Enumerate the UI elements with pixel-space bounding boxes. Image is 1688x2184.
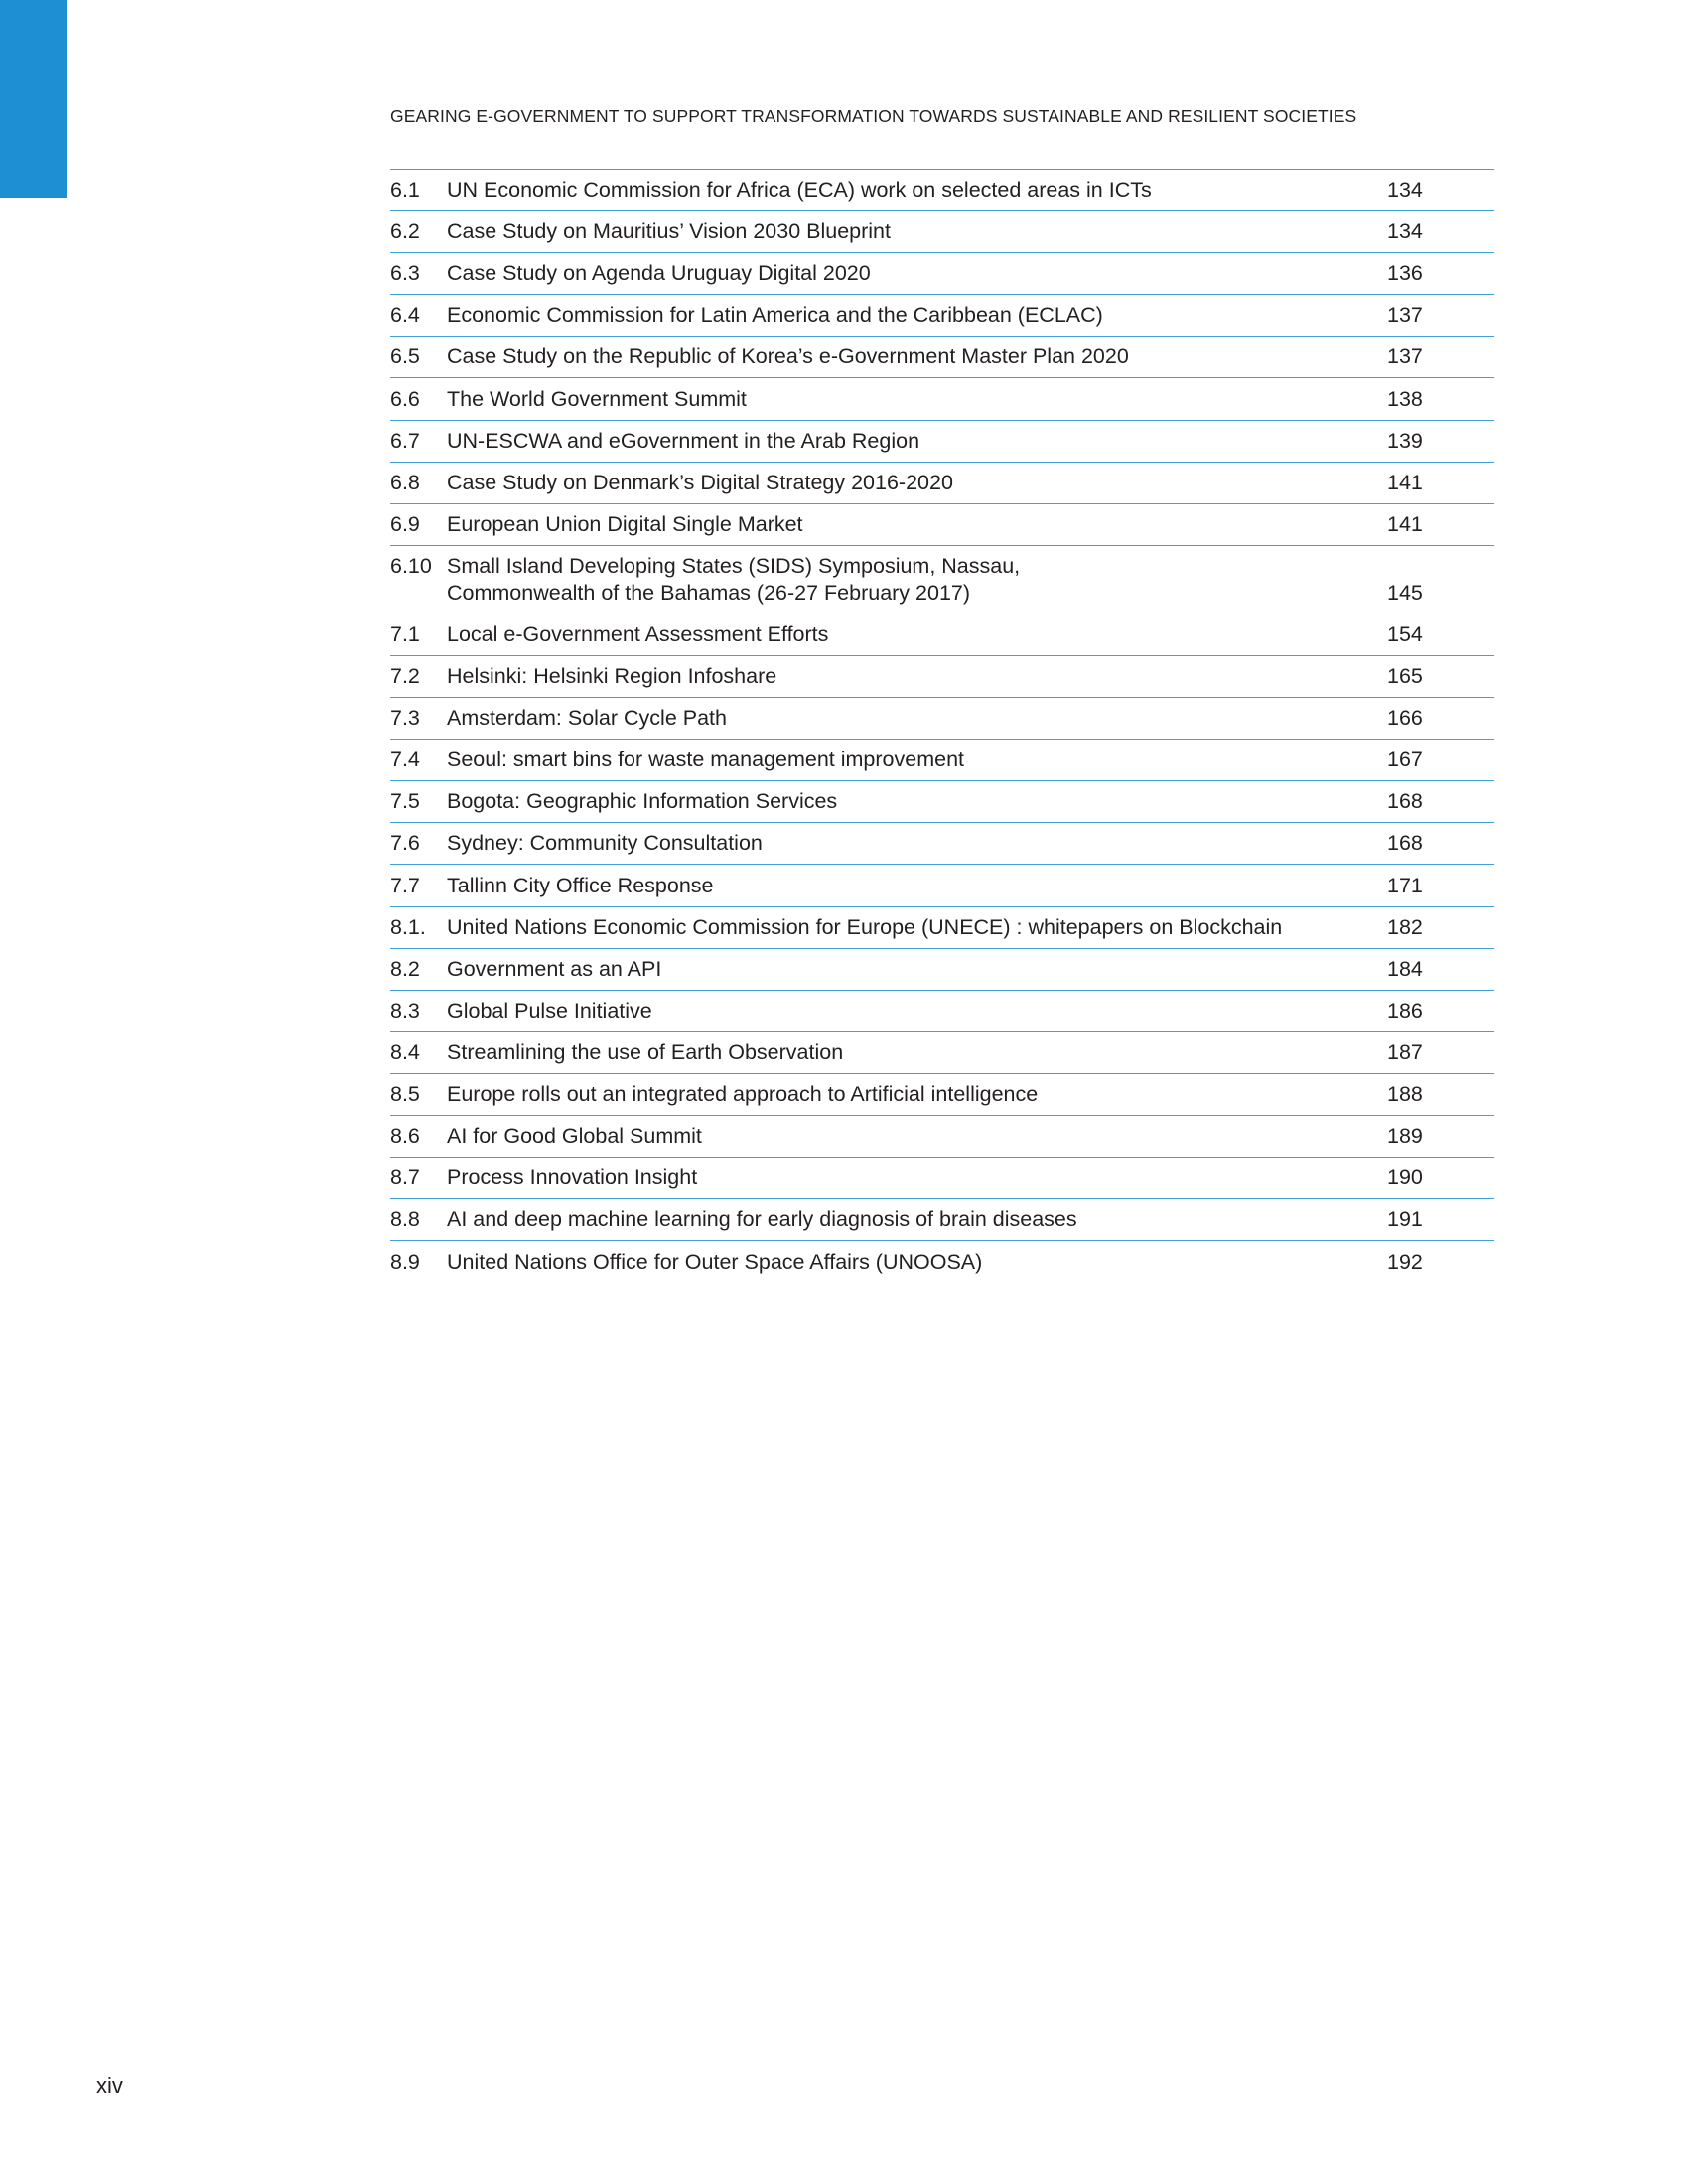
toc-row[interactable] <box>390 1032 1494 1074</box>
toc-row[interactable] <box>390 211 1494 253</box>
toc-row[interactable] <box>390 337 1494 378</box>
table-of-contents <box>390 169 1494 1283</box>
toc-page: 165 <box>1387 664 1423 689</box>
toc-page: 166 <box>1387 706 1423 731</box>
toc-page: 187 <box>1387 1039 1423 1064</box>
toc-number: 8.7 <box>390 1165 420 1190</box>
toc-title: UN-ESCWA and eGovernment in the Arab Region <box>447 428 920 453</box>
toc-title: Streamlining the use of Earth Observation <box>447 1039 844 1064</box>
toc-page: 134 <box>1387 219 1423 244</box>
toc-title: Amsterdam: Solar Cycle Path <box>447 706 727 731</box>
toc-page: 186 <box>1387 998 1423 1023</box>
toc-row[interactable] <box>390 1199 1494 1241</box>
toc-row[interactable] <box>390 823 1494 865</box>
toc-page: 141 <box>1387 511 1423 536</box>
toc-page: 145 <box>1387 580 1423 605</box>
toc-page: 168 <box>1387 789 1423 814</box>
toc-page: 139 <box>1387 428 1423 453</box>
chapter-color-tab <box>0 0 67 198</box>
toc-title: Process Innovation Insight <box>447 1165 698 1190</box>
toc-row[interactable] <box>390 546 1494 614</box>
toc-title: Case Study on the Republic of Korea’s e-Government Master Plan 2020 <box>447 344 1129 369</box>
toc-number: 8.4 <box>390 1039 420 1064</box>
toc-page: 134 <box>1387 178 1423 203</box>
toc-number: 8.2 <box>390 956 420 981</box>
toc-page: 182 <box>1387 914 1423 939</box>
toc-page: 168 <box>1387 831 1423 856</box>
toc-page: 136 <box>1387 261 1423 286</box>
toc-row[interactable] <box>390 865 1494 906</box>
toc-title: Case Study on Agenda Uruguay Digital 2020 <box>447 261 871 286</box>
toc-number: 8.6 <box>390 1124 420 1149</box>
toc-row[interactable] <box>390 740 1494 781</box>
toc-title: Global Pulse Initiative <box>447 998 652 1023</box>
toc-title: Seoul: smart bins for waste management improvement <box>447 748 965 772</box>
toc-row[interactable] <box>390 1241 1494 1283</box>
toc-number: 7.3 <box>390 706 420 731</box>
toc-title: United Nations Office for Outer Space Affairs (UNOOSA) <box>447 1250 983 1275</box>
toc-number: 6.1 <box>390 178 420 203</box>
toc-title: Bogota: Geographic Information Services <box>447 789 838 814</box>
toc-title: Sydney: Community Consultation <box>447 831 763 856</box>
running-header: GEARING E-GOVERNMENT TO SUPPORT TRANSFORMATION TOWARDS SUSTAINABLE AND RESILIENT SOCIETIES <box>390 106 1357 126</box>
toc-title: Tallinn City Office Response <box>447 873 714 897</box>
toc-number: 6.8 <box>390 470 420 494</box>
toc-title: Europe rolls out an integrated approach to Artificial intelligence <box>447 1081 1039 1106</box>
toc-row[interactable] <box>390 1116 1494 1158</box>
toc-number: 6.10 <box>390 553 432 578</box>
toc-number: 6.4 <box>390 303 420 328</box>
toc-number: 7.6 <box>390 831 420 856</box>
toc-page: 167 <box>1387 748 1423 772</box>
toc-row[interactable] <box>390 170 1494 211</box>
toc-row[interactable] <box>390 463 1494 504</box>
toc-row[interactable] <box>390 781 1494 823</box>
toc-number: 7.4 <box>390 748 420 772</box>
toc-row[interactable] <box>390 1074 1494 1116</box>
toc-number: 6.6 <box>390 386 420 411</box>
toc-number: 7.7 <box>390 873 420 897</box>
toc-row[interactable] <box>390 421 1494 463</box>
toc-number: 6.7 <box>390 428 420 453</box>
toc-number: 6.2 <box>390 219 420 244</box>
toc-row[interactable] <box>390 614 1494 656</box>
toc-row[interactable] <box>390 656 1494 698</box>
toc-title: Helsinki: Helsinki Region Infoshare <box>447 664 777 689</box>
toc-page: 141 <box>1387 470 1423 494</box>
toc-page: 192 <box>1387 1250 1423 1275</box>
toc-row[interactable] <box>390 907 1494 949</box>
toc-number: 8.5 <box>390 1081 420 1106</box>
toc-row[interactable] <box>390 698 1494 740</box>
toc-page: 137 <box>1387 344 1423 369</box>
toc-page: 191 <box>1387 1207 1423 1232</box>
toc-page: 190 <box>1387 1165 1423 1190</box>
toc-row[interactable] <box>390 253 1494 295</box>
toc-title: Case Study on Denmark’s Digital Strategy 2016-2020 <box>447 470 953 494</box>
toc-number: 7.2 <box>390 664 420 689</box>
toc-page: 137 <box>1387 303 1423 328</box>
toc-number: 6.3 <box>390 261 420 286</box>
toc-row[interactable] <box>390 1158 1494 1199</box>
toc-page: 188 <box>1387 1081 1423 1106</box>
toc-page: 171 <box>1387 873 1423 897</box>
toc-page: 184 <box>1387 956 1423 981</box>
toc-number: 6.9 <box>390 511 420 536</box>
toc-row[interactable] <box>390 378 1494 420</box>
toc-title: Economic Commission for Latin America and the Caribbean (ECLAC) <box>447 303 1103 328</box>
toc-row[interactable] <box>390 949 1494 991</box>
toc-number: 6.5 <box>390 344 420 369</box>
toc-number: 8.1. <box>390 914 426 939</box>
toc-title: UN Economic Commission for Africa (ECA) work on selected areas in ICTs <box>447 178 1152 203</box>
toc-title: Case Study on Mauritius’ Vision 2030 Blueprint <box>447 219 891 244</box>
toc-title: United Nations Economic Commission for Europe (UNECE) : whitepapers on Blockchain <box>447 914 1283 939</box>
toc-title: AI and deep machine learning for early diagnosis of brain diseases <box>447 1207 1077 1232</box>
toc-page: 189 <box>1387 1124 1423 1149</box>
toc-title: Small Island Developing States (SIDS) Symposium, Nassau, Commonwealth of the Bahamas (26-27 February 2017) <box>447 553 1021 605</box>
toc-row[interactable] <box>390 295 1494 337</box>
toc-number: 8.8 <box>390 1207 420 1232</box>
toc-title: The World Government Summit <box>447 386 747 411</box>
toc-title: Government as an API <box>447 956 662 981</box>
toc-number: 7.5 <box>390 789 420 814</box>
toc-page: 138 <box>1387 386 1423 411</box>
toc-page: 154 <box>1387 621 1423 646</box>
toc-row[interactable] <box>390 991 1494 1032</box>
toc-number: 8.9 <box>390 1250 420 1275</box>
toc-title: Local e-Government Assessment Efforts <box>447 621 829 646</box>
toc-title: European Union Digital Single Market <box>447 511 803 536</box>
page-number: xiv <box>96 2073 123 2098</box>
toc-number: 7.1 <box>390 621 420 646</box>
toc-row[interactable] <box>390 504 1494 546</box>
toc-title: AI for Good Global Summit <box>447 1124 702 1149</box>
toc-number: 8.3 <box>390 998 420 1023</box>
